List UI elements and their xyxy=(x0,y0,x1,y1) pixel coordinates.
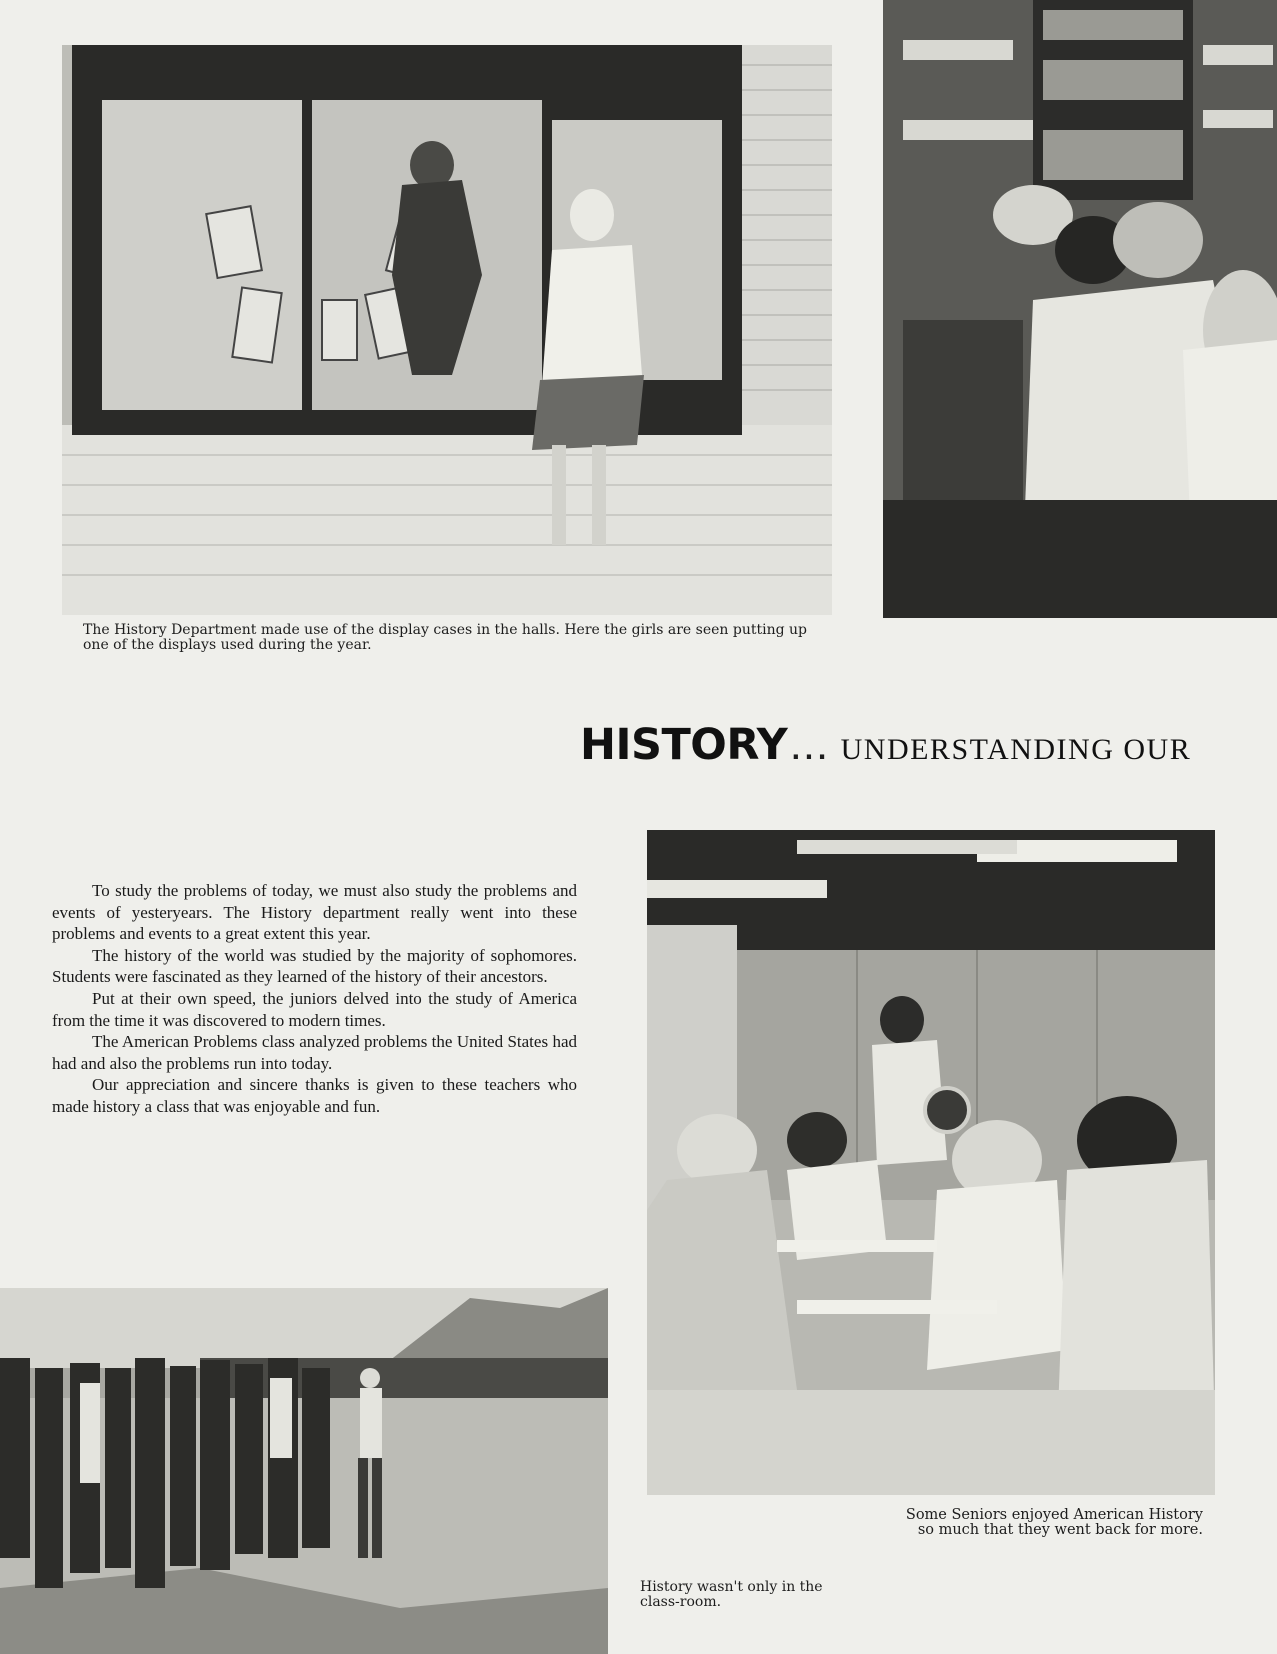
outdoor-group-caption: History wasn't only in the class-room. xyxy=(640,1579,823,1610)
paragraph: The history of the world was studied by the majority of sophomores. Students were fascinated as they learned of the history of their ancestors. xyxy=(52,945,577,987)
display-case-caption: The History Department made use of the display cases in the halls. Here the girls are seen putting up one of the displays used during the year. xyxy=(83,622,807,653)
paragraph: To study the problems of today, we must also study the problems and events of yesteryears. The History department really went into these problems and events to a great extent this year. xyxy=(52,881,577,944)
paragraph: Our appreciation and sincere thanks is given to these teachers who made history a class that was enjoyable and fun. xyxy=(52,1075,577,1116)
page-heading xyxy=(580,720,1260,780)
classroom-photo xyxy=(883,0,1277,618)
outdoor-group-illustration xyxy=(0,1288,608,1654)
paragraph: Put at their own speed, the juniors delved into the study of America from the time it was discovered to modern times. xyxy=(52,988,577,1030)
heading-dots: ... xyxy=(791,737,831,765)
projector-class-photo xyxy=(647,830,1215,1495)
display-case-illustration xyxy=(62,45,832,615)
paragraph: The American Problems class analyzed problems the United States had had and also the problems run into today. xyxy=(52,1032,577,1073)
heading-subtitle: UNDERSTANDING OUR xyxy=(840,733,1192,766)
display-case-photo xyxy=(62,45,832,615)
body-text xyxy=(52,880,577,1118)
projector-class-illustration xyxy=(647,830,1215,1495)
outdoor-group-photo xyxy=(0,1288,608,1654)
classroom-illustration xyxy=(883,0,1277,618)
heading-main: HISTORY xyxy=(580,720,788,770)
projector-class-caption: Some Seniors enjoyed American History so much that they went back for more. xyxy=(905,1507,1203,1538)
